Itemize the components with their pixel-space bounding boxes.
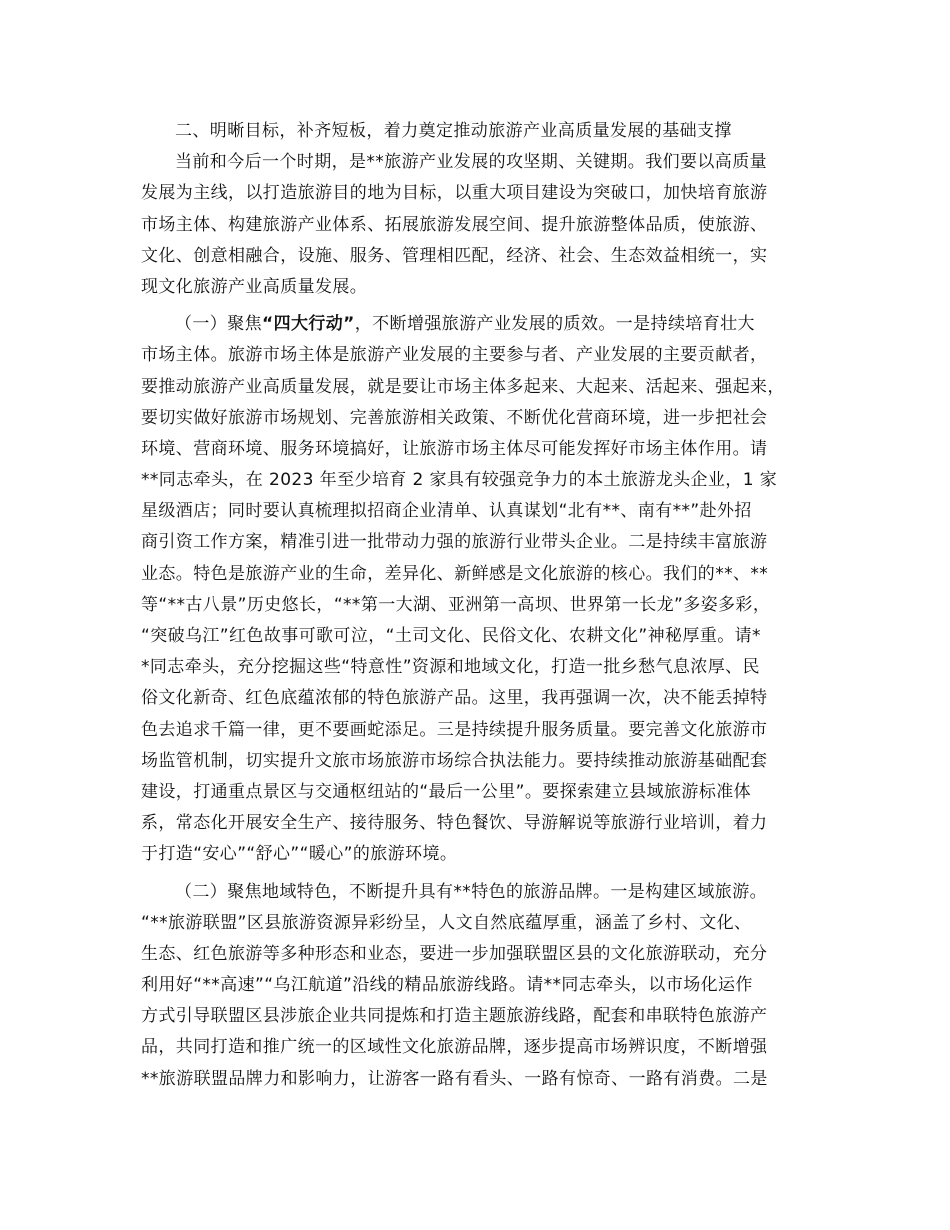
paragraph-line: 利用好“**高速”“乌江航道”沿线的精品旅游线路。请**同志牵头，以市场化运作 (141, 975, 753, 996)
paragraph-line: 市场主体。旅游市场主体是旅游产业发展的主要参与者、产业发展的主要贡献者， (141, 345, 768, 366)
paragraph-line: 等“**古八景”历史悠长，“**第一大湖、亚洲第一高坝、世界第一长龙”多姿多彩， (141, 594, 771, 615)
paragraph-line (141, 309, 817, 340)
paragraph-line: 生态、红色旅游等多种形态和业态，要进一步加强联盟区县的文化旅游联动，充分 (141, 943, 768, 964)
paragraph-line: 品，共同打造和推广统一的区域性文化旅游品牌，逐步提高市场辨识度，不断增强 (141, 1037, 768, 1058)
paragraph-2 (141, 309, 817, 870)
section-heading: 二、明晰目标，补齐短板，着力奠定推动旅游产业高质量发展的基础支撑 (175, 121, 732, 141)
paragraph-3 (141, 877, 817, 1095)
subheading-prefix: （一）聚焦 (175, 314, 262, 335)
paragraph-line: 文化、创意相融合，设施、服务、管理相匹配，经济、社会、生态效益相统一，实 (141, 245, 768, 266)
paragraph-line: 星级酒店；同时要认真梳理拟招商企业清单、认真谋划“北有**、南有**”赴外招 (141, 501, 752, 522)
paragraph-line: 建设，打通重点景区与交通枢纽站的“最后一公里”。要探索建立县域旅游标准体 (141, 781, 752, 802)
paragraph-line: “突破乌江”红色故事可歌可泣，“土司文化、民俗文化、农耕文化”神秘厚重。请* (141, 626, 761, 646)
subheading-suffix: ，不断增强旅游产业发展的质效。一是持续培育壮大 (354, 314, 755, 335)
paragraph-line: 市场主体、构建旅游产业体系、拓展旅游发展空间、提升旅游整体品质，使旅游、 (141, 214, 768, 235)
paragraph-line: **同志牵头，在 2023 年至少培育 2 家具有较强竞争力的本土旅游龙头企业，1 家 (141, 470, 778, 491)
paragraph-line: 方式引导联盟区县涉旅企业共同提炼和打造主题旅游线路，配套和串联特色旅游产 (141, 1006, 768, 1027)
paragraph-line: 于打造“安心”“舒心”“暖心”的旅游环境。 (141, 844, 458, 865)
document-body (141, 116, 817, 1095)
paragraph-line: （二）聚焦地域特色，不断提升具有**特色的旅游品牌。一是构建区域旅游。 (175, 881, 767, 902)
paragraph-line: 系，常态化开展安全生产、接待服务、特色餐饮、导游解说等旅游行业培训，着力 (141, 813, 768, 834)
paragraph-line: 当前和今后一个时期，是**旅游产业发展的攻坚期、关键期。我们要以高质量 (175, 152, 767, 173)
paragraph-line: **旅游联盟品牌力和影响力，让游客一路有看头、一路有惊奇、一路有消费。二是 (141, 1068, 768, 1089)
subheading-bold: “四大行动” (262, 314, 355, 335)
paragraph-line: 环境、营商环境、服务环境搞好，让旅游市场主体尽可能发挥好市场主体作用。请 (141, 438, 768, 459)
paragraph-1 (141, 147, 817, 303)
paragraph-line: 要切实做好旅游市场规划、完善旅游相关政策、不断优化营商环境，进一步把社会 (141, 407, 768, 428)
paragraph-line: 现文化旅游产业高质量发展。 (141, 276, 368, 297)
paragraph-line: 要推动旅游产业高质量发展，就是要让市场主体多起来、大起来、活起来、强起来， (141, 376, 785, 397)
paragraph-line: 业态。特色是旅游产业的生命，差异化、新鲜感是文化旅游的核心。我们的**、** (141, 563, 769, 584)
paragraph-line: 色去追求千篇一律，更不要画蛇添足。三是持续提升服务质量。要完善文化旅游市 (141, 719, 768, 740)
paragraph-line: 俗文化新奇、红色底蕴浓郁的特色旅游产品。这里，我再强调一次，决不能丢掉特 (141, 688, 768, 709)
paragraph-line: *同志牵头，充分挖掘这些“特意性”资源和地域文化，打造一批乡愁气息浓厚、民 (141, 657, 760, 678)
paragraph-line: 发展为主线，以打造旅游目的地为目标，以重大项目建设为突破口，加快培育旅游 (141, 183, 768, 204)
paragraph-line: 商引资工作方案，精准引进一批带动力强的旅游行业带头企业。二是持续丰富旅游 (141, 532, 768, 553)
paragraph-line: 场监管机制，切实提升文旅市场旅游市场综合执法能力。要持续推动旅游基础配套 (141, 750, 768, 771)
paragraph-line: “**旅游联盟”区县旅游资源异彩纷呈，人文自然底蕴厚重，涵盖了乡村、文化、 (141, 912, 752, 933)
